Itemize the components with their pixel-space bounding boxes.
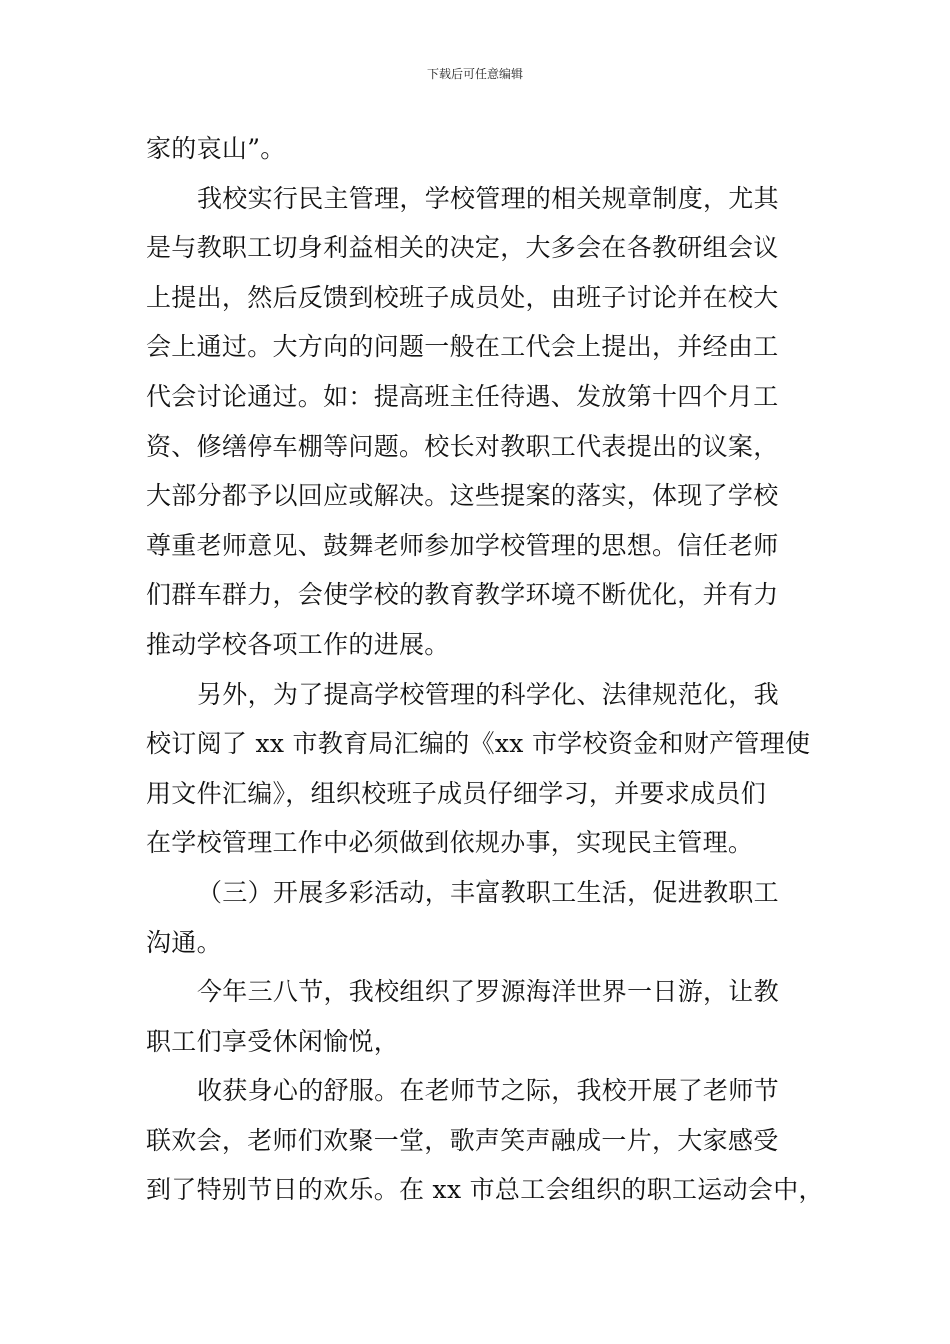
text-line: 另外，为了提高学校管理的科学化、法律规范化，我 xyxy=(197,679,779,709)
text-line: 们群车群力，会使学校的教育教学环境不断优化，并有力 xyxy=(146,580,779,610)
text-line: 家的哀山”。 xyxy=(146,134,286,163)
text-line: 今年三八节，我校组织了罗源海洋世界一日游，让教 xyxy=(197,977,779,1007)
text-line: 沟通。 xyxy=(146,927,222,957)
text-line: 上提出，然后反馈到校班子成员处，由班子讨论并在校大 xyxy=(146,282,779,312)
text-line: 校订阅了 xx 市教育局汇编的《xx 市学校资金和财产管理使 xyxy=(146,729,811,759)
text-line: 资、修缮停车棚等问题。校长对教职工代表提出的议案， xyxy=(146,431,779,461)
text-line: 是与教职工切身利益相关的决定，大多会在各教研组会议 xyxy=(146,233,779,263)
text-line: 大部分都予以回应或解决。这些提案的落实，体现了学校 xyxy=(146,481,779,511)
text-line: （三）开展多彩活动，丰富教职工生活，促进教职工 xyxy=(197,877,779,907)
text-line: 联欢会，老师们欢聚一堂，歌声笑声融成一片，大家感受 xyxy=(146,1125,779,1155)
text-line: 收获身心的舒服。在老师节之际，我校开展了老师节 xyxy=(197,1076,779,1106)
text-line: 到了特别节日的欢乐。在 xx 市总工会组织的职工运动会中， xyxy=(146,1175,824,1205)
text-line: 推动学校各项工作的进展。 xyxy=(146,629,450,659)
text-line: 代会讨论通过。如：提高班主任待遇、发放第十四个月工 xyxy=(146,381,779,411)
document-body xyxy=(146,124,826,1215)
text-line: 尊重老师意见、鼓舞老师参加学校管理的思想。信任老师 xyxy=(146,530,779,560)
text-line: 用文件汇编》，组织校班子成员仔细学习，并要求成员们 xyxy=(146,778,767,808)
text-line: 职工们享受休闲愉悦， xyxy=(146,1026,400,1056)
text-line: 在学校管理工作中必须做到依规办事，实现民主管理。 xyxy=(146,828,754,858)
page-header: 下载后可任意编辑 xyxy=(426,67,523,81)
text-line: 会上通过。大方向的问题一般在工代会上提出，并经由工 xyxy=(146,332,779,362)
text-line: 我校实行民主管理，学校管理的相关规章制度，尤其 xyxy=(197,183,779,213)
